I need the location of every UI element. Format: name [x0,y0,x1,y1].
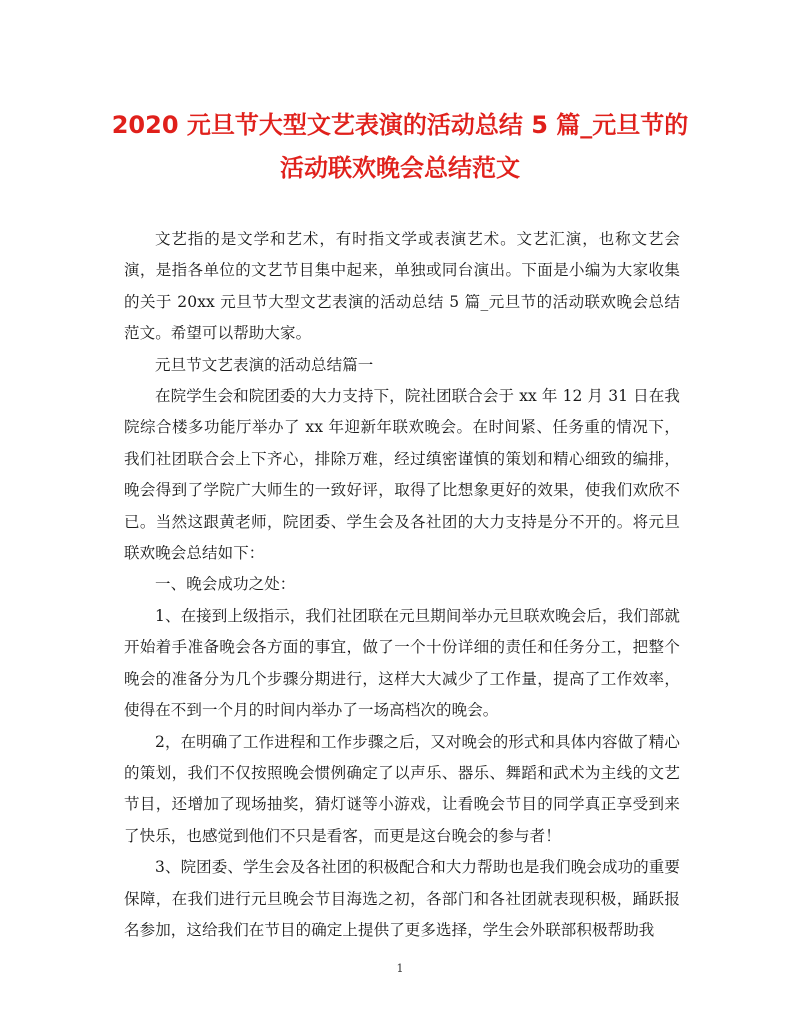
subsection-heading: 一、晚会成功之处： [155,575,296,594]
title-line-2: 活动联欢晚会总结范文 [280,154,520,182]
body-paragraph: 2，在明确了工作进程和工作步骤之后，又对晚会的形式和具体内容做了精心的策划，我们不仅按照晚会惯例确定了以声乐、器乐、舞蹈和武术为主线的文艺节目，还增加了现场抽奖，猜灯谜等小游戏，让看晚会节目的同学真正享受到来了快乐，也感觉到他们不只是看客，而更是这台晚会的参与者！ [124,732,680,845]
page-number: 1 [396,962,404,975]
body-paragraph: 3、院团委、学生会及各社团的积极配合和大力帮助也是我们晚会成功的重要保障，在我们进行元旦晚会节目海选之初，各部门和各社团就表现积极，踊跃报名参加，这给我们在节目的确定上提供了更多选择，学生会外联部积极帮助我 [124,858,680,939]
body-paragraph: 1、在接到上级指示，我们社团联在元旦期间举办元旦联欢晚会后，我们部就开始着手准备晚会各方面的事宜，做了一个十份详细的责任和任务分工，把整个晚会的准备分为几个步骤分期进行，这样大大减少了工作量，提高了工作效率，使得在不到一个月的时间内举办了一场高档次的晚会。 [124,606,680,720]
intro-paragraph: 文艺指的是文学和艺术，有时指文学或表演艺术。文艺汇演，也称文艺会演，是指各单位的文艺节目集中起来，单独或同台演出。下面是小编为大家收集的关于 20xx 元旦节大型文艺表演的活动总结 5 篇_元旦节的活动联欢晚会总结范文。希望可以帮助大家。 [124,230,680,343]
document-body [124,224,680,946]
document-title [100,104,700,190]
body-paragraph: 在院学生会和院团委的大力支持下，院社团联合会于 xx 年 12 月 31 日在我院综合楼多功能厅举办了 xx 年迎新年联欢晚会。在时间紧、任务重的情况下，我们社团联合会上下齐心，排除万难，经过缜密谨慎的策划和精心细致的编排，晚会得到了学院广大师生的一致好评，取得了比想象更好的效果，使我们欢欣不已。当然这跟黄老师，院团委、学生会及各社团的大力支持是分不开的。将元旦联欢晚会总结如下： [124,387,680,563]
section-heading: 元旦节文艺表演的活动总结篇一 [155,355,374,374]
title-line-1: 2020 元旦节大型文艺表演的活动总结 5 篇_元旦节的 [111,111,689,139]
